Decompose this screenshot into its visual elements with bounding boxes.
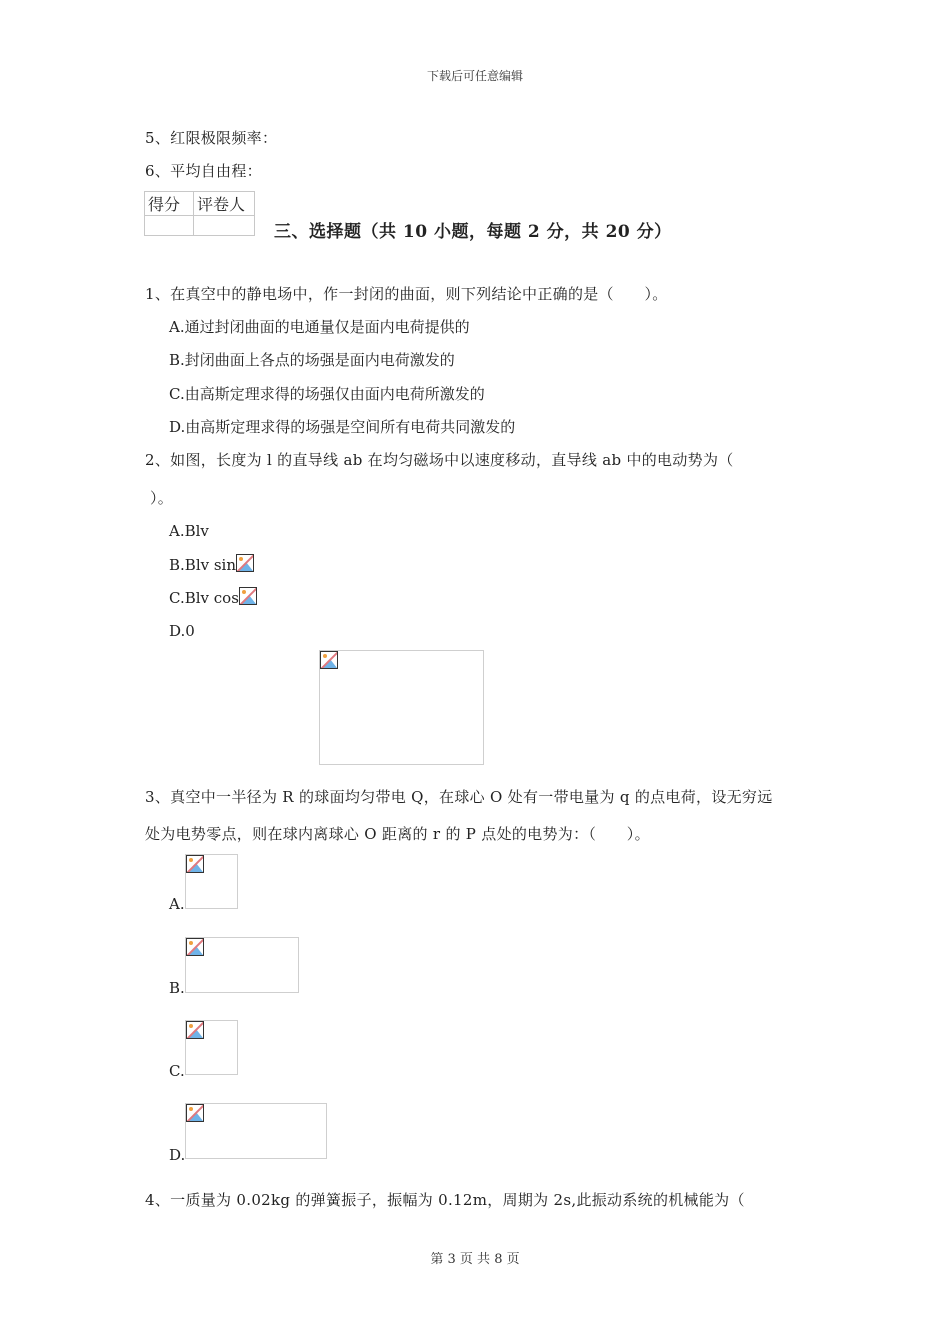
broken-image-icon bbox=[186, 1021, 204, 1039]
broken-image-icon bbox=[186, 855, 204, 873]
question-2-option-c-text: C.Blv cos bbox=[169, 589, 239, 607]
question-2-stem-line1: 2、如图，长度为 l 的直导线 ab 在均匀磁场中以速度移动，直导线 ab 中的电动势为（ bbox=[145, 451, 734, 469]
page-footer: 第 3 页 共 8 页 bbox=[430, 1252, 520, 1267]
question-2-option-b bbox=[169, 554, 254, 575]
question-1-option-a: A.通过封闭曲面的电通量仅是面内电荷提供的 bbox=[169, 318, 470, 336]
question-3-option-a-label: A. bbox=[169, 895, 185, 913]
question-3-option-b-image bbox=[185, 937, 299, 993]
broken-image-icon bbox=[236, 554, 254, 572]
question-1-option-d: D.由高斯定理求得的场强是空间所有电荷共同激发的 bbox=[169, 418, 516, 436]
question-2-stem-line2: ）。 bbox=[150, 489, 174, 507]
question-3-stem-line1: 3、真空中一半径为 R 的球面均匀带电 Q，在球心 O 处有一带电量为 q 的点电荷，设无穷远 bbox=[145, 788, 773, 806]
score-cell[interactable] bbox=[145, 216, 194, 236]
question-3-stem-line2: 处为电势零点，则在球内离球心 O 距离的 r 的 P 点处的电势为：（ ）。 bbox=[145, 825, 650, 843]
question-1-option-b: B.封闭曲面上各点的场强是面内电荷激发的 bbox=[169, 351, 455, 369]
broken-image-icon bbox=[239, 587, 257, 605]
section-title: 三、选择题（共 10 小题，每题 2 分，共 20 分） bbox=[274, 222, 672, 242]
score-header: 得分 bbox=[145, 192, 194, 216]
grader-header: 评卷人 bbox=[194, 192, 255, 216]
question-3-option-b-label: B. bbox=[169, 979, 185, 997]
question-3-option-c-label: C. bbox=[169, 1062, 185, 1080]
question-2-option-b-text: B.Blv sin bbox=[169, 556, 237, 574]
question-3-option-c-image bbox=[185, 1020, 238, 1075]
question-2-option-c bbox=[169, 587, 257, 608]
question-4-stem-line1: 4、一质量为 0.02kg 的弹簧振子，振幅为 0.12m，周期为 2s,此振动系统的机械能为（ bbox=[145, 1191, 745, 1209]
item-5-red-limit-frequency: 5、红限极限频率： bbox=[145, 129, 278, 147]
item-6-mean-free-path: 6、平均自由程： bbox=[145, 162, 262, 180]
question-1-stem: 1、在真空中的静电场中，作一封闭的曲面，则下列结论中正确的是（ ）。 bbox=[145, 285, 668, 303]
broken-image-icon bbox=[186, 938, 204, 956]
broken-image-icon bbox=[186, 1104, 204, 1122]
question-2-option-a: A.Blv bbox=[169, 522, 209, 540]
broken-image-icon bbox=[320, 651, 338, 669]
question-3-option-d-image bbox=[185, 1103, 327, 1159]
question-3-option-d-label: D. bbox=[169, 1146, 186, 1164]
question-3-option-a-image bbox=[185, 854, 238, 909]
score-table bbox=[144, 191, 255, 236]
question-2-figure bbox=[319, 650, 484, 765]
question-1-option-c: C.由高斯定理求得的场强仅由面内电荷所激发的 bbox=[169, 385, 485, 403]
grader-cell[interactable] bbox=[194, 216, 255, 236]
question-2-option-d: D.0 bbox=[169, 622, 195, 640]
page-header: 下载后可任意编辑 bbox=[426, 69, 523, 83]
